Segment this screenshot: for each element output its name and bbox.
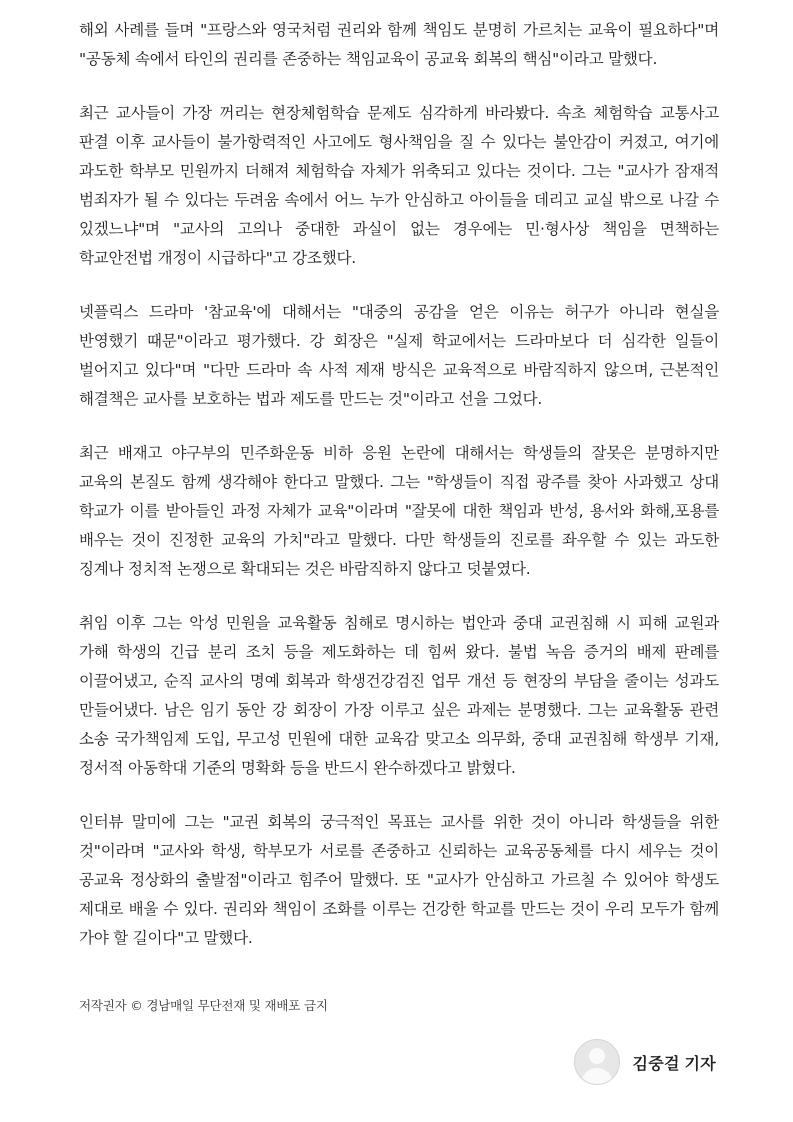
- reporter-name[interactable]: 김중걸 기자: [632, 1055, 716, 1073]
- article-paragraph: 취임 이후 그는 악성 민원을 교육활동 침해로 명시하는 법안과 중대 교권침해 시 피해 교원과 가해 학생의 긴급 분리 조치 등을 제도화하는 데 힘써 왔다. 불법 녹음 증거의 배제 판례를 이끌어냈고, 순직 교사의 명예 회복과 학생건강검진 업무 개선 등 현장의 부담을 줄이는 성과도 만들어냈다. 남은 임기 동안 강 회장이 가장 이루고 싶은 과제는 분명했다. 그는 교육활동 관련 소송 국가책임제 도입, 무고성 민원에 대한 교육감 맞고소 의무화, 중대 교권침해 학생부 기재, 정서적 아동학대 기준의 명확화 등을 반드시 완수하겠다고 밝혔다.: [79, 614, 719, 777]
- article-paragraph: 인터뷰 말미에 그는 "교권 회복의 궁극적인 목표는 교사를 위한 것이 아니라 학생들을 위한 것"이라며 "교사와 학생, 학부모가 서로를 존중하고 신뢰하는 교육공동체를 다시 세우는 것이 공교육 정상화의 출발점"이라고 힘주어 말했다. 또 "교사가 안심하고 가르칠 수 있어야 학생도 제대로 배울 수 있다. 권리와 책임이 조화를 이루는 건강한 학교를 만드는 것이 우리 모두가 함께 가야 할 길이다"고 말했다.: [79, 813, 719, 947]
- article-paragraph: 최근 배재고 야구부의 민주화운동 비하 응원 논란에 대해서는 학생들의 잘못은 분명하지만 교육의 본질도 함께 생각해야 한다고 말했다. 그는 "학생들이 직접 광주를 찾아 사과했고 상대 학교가 이를 받아들인 과정 자체가 교육"이라며 "잘못에 대한 책임과 반성, 용서와 화해,포용를 배우는 것이 진정한 교육의 가치"라고 말했다. 다만 학생들의 진로를 좌우할 수 있는 과도한 징계나 정치적 논쟁으로 확대되는 것은 바람직하지 않다고 덧붙였다.: [79, 444, 719, 578]
- article-paragraph: 최근 교사들이 가장 꺼리는 현장체험학습 문제도 심각하게 바라봤다. 속초 체험학습 교통사고 판결 이후 교사들이 불가항력적인 사고에도 형사책임을 질 수 있다는 불안감이 커졌고, 여기에 과도한 학부모 민원까지 더해져 체험학습 자체가 위축되고 있다는 것이다. 그는 "교사가 잠재적 범죄자가 될 수 있다는 두려움 속에서 어느 누가 안심하고 아이들을 데리고 교실 밖으로 나갈 수 있겠느냐"며 "교사의 고의나 중대한 과실이 없는 경우에는 민·형사상 책임을 면책하는 학교안전법 개정이 시급하다"고 강조했다.: [79, 104, 719, 267]
- reporter-byline[interactable]: [574, 1039, 716, 1085]
- article-paragraph: 넷플릭스 드라마 '참교육'에 대해서는 "대중의 공감을 얻은 이유는 허구가 아니라 현실을 반영했기 때문"이라고 평가했다. 강 회장은 "실제 학교에서는 드라마보다 더 심각한 일들이 벌어지고 있다"며 "다만 드라마 속 사적 제재 방식은 교육적으로 바람직하지 않으며, 근본적인 해결책은 교사를 보호하는 법과 제도를 만드는 것"이라고 선을 그었다.: [79, 303, 719, 408]
- copyright-notice: 저작권자 © 경남매일 무단전재 및 재배포 금지: [79, 998, 328, 1013]
- article-body: [79, 16, 719, 978]
- article-paragraph: 해외 사례를 들며 "프랑스와 영국처럼 권리와 함께 책임도 분명히 가르치는 교육이 필요하다"며 "공동체 속에서 타인의 권리를 존중하는 책임교육이 공교육 회복의 핵심"이라고 말했다.: [79, 21, 719, 68]
- person-placeholder-icon: [574, 1039, 620, 1085]
